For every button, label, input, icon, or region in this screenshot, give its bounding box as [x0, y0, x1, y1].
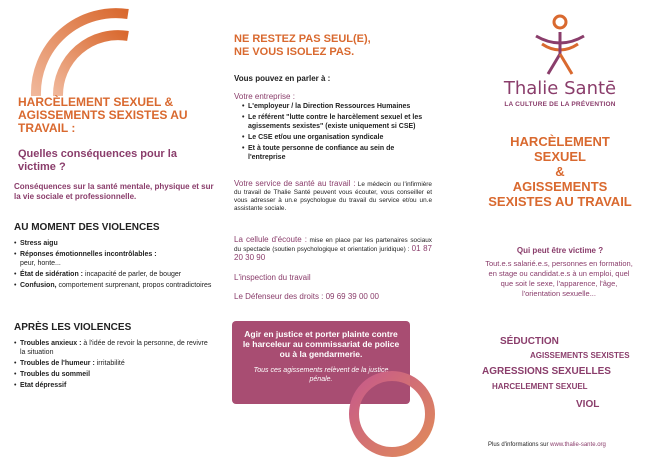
service-sante-block: Votre service de santé au travail : Le médecin ou l'infirmière du travail de Thalie Santé peuvent vous écouter, vous conseiller et vous adresser à un.e psychologue du travail du service et/ou un.e assistante sociale.: [234, 179, 432, 212]
cover-title: HARCÈLEMENT SEXUEL & AGISSEMENTS SEXISTES AU TRAVAIL: [488, 134, 632, 209]
list-item: • Confusion, comportement surprenant, propos contradictoires: [14, 281, 214, 290]
cellule-ecoute-block: La cellule d'écoute : mise en place par les partenaires sociaux du spectacle (soutien psychologique et orientation juridique) : 01 87 20 30 90: [234, 235, 432, 262]
consequences-question: Quelles conséquences pour la victime ?: [18, 148, 177, 173]
cellule-phone[interactable]: 01 87 20 30 90: [234, 244, 432, 262]
info-footer: Plus d'informations sur www.thalie-sante.org: [488, 442, 606, 448]
justice-callout: Agir en justice et porter plainte contre le harceleur au commissariat de police ou à la gendarmerie. Tous ces agissements relèvent de la justice pénale.: [232, 321, 410, 404]
keyword-viol: VIOL: [576, 399, 600, 410]
apres-list: [14, 339, 214, 392]
panel-cover: [440, 0, 659, 464]
list-item: • Réponses émotionnelles incontrôlables : peur, honte...: [14, 250, 214, 268]
list-item: • Troubles de l'humeur : irritabilité: [14, 359, 214, 368]
qui-peut-heading: Qui peut être victime ?: [516, 246, 604, 255]
list-item: • Et à toute personne de confiance au sein de l'entreprise: [242, 144, 432, 162]
consequences-summary: Conséquences sur la santé mentale, physique et sur la vie sociale et professionnelle.: [14, 182, 214, 201]
keyword-harcelement: HARCELEMENT SEXUEL: [492, 382, 588, 391]
keyword-agissements: AGISSEMENTS SEXISTES: [530, 351, 630, 360]
keyword-agressions: AGRESSIONS SEXUELLES: [482, 366, 611, 377]
keyword-seduction: SÉDUCTION: [500, 336, 559, 347]
thalie-logo-icon: [532, 14, 588, 76]
moment-list: [14, 239, 214, 292]
panel-consequences: [0, 0, 218, 464]
ring-decoration-icon: [346, 368, 438, 460]
panel2-title: NE RESTEZ PAS SEUL(E), NE VOUS ISOLEZ PAS.: [234, 33, 371, 58]
list-item: • Troubles du sommeil: [14, 370, 214, 379]
panel-contacts: [220, 0, 438, 464]
website-link[interactable]: www.thalie-sante.org: [550, 442, 606, 448]
list-item: • Le référent "lutte contre le harcèlement sexuel et les agissements sexistes" (existe uniquement si CSE): [242, 113, 432, 131]
list-item: • L'employeur / la Direction Ressources Humaines: [242, 102, 432, 111]
defenseur-phone[interactable]: 09 69 39 00 00: [325, 292, 379, 301]
list-item: • État de sidération : incapacité de parler, de bouger: [14, 270, 214, 279]
entreprise-label: Votre entreprise :: [234, 92, 295, 101]
list-item: • Stress aigu: [14, 239, 214, 248]
list-item: • Le CSE et/ou une organisation syndicale: [242, 133, 432, 142]
brand-tagline: LA CULTURE DE LA PRÉVENTION: [504, 101, 616, 108]
brand-name: Thalie Santē: [503, 78, 617, 99]
apres-heading: APRÈS LES VIOLENCES: [14, 322, 132, 333]
defenseur-block: Le Défenseur des droits : 09 69 39 00 00: [234, 292, 379, 301]
moment-heading: AU MOMENT DES VIOLENCES: [14, 222, 160, 233]
arc-decoration-icon: [28, 8, 138, 98]
inspection-label: L'inspection du travail: [234, 273, 311, 282]
vous-pouvez-label: Vous pouvez en parler à :: [234, 74, 331, 83]
panel1-title: HARCÈLEMENT SEXUEL & AGISSEMENTS SEXISTES AU TRAVAIL :: [18, 95, 188, 135]
list-item: • Troubles anxieux : à l'idée de revoir la personne, de revivre la situation: [14, 339, 214, 357]
qui-peut-text: Tout.e.s salarié.e.s, personnes en formation, en stage ou candidat.e.s à un emploi, quel que soit le sexe, l'apparence, l'âge, l'orientation sexuelle...: [485, 259, 633, 298]
entreprise-list: [242, 102, 432, 164]
list-item: • Etat dépressif: [14, 381, 214, 390]
